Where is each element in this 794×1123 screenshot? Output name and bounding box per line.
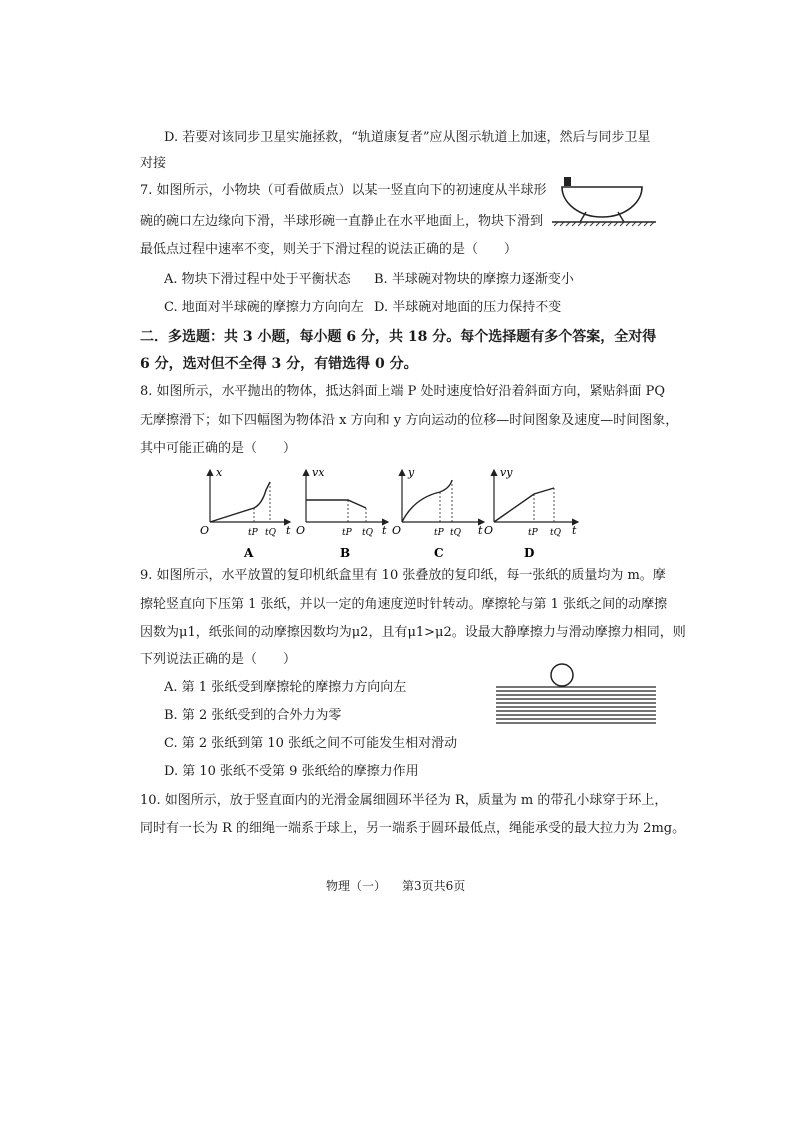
- graph-d-t: t: [572, 524, 577, 537]
- graph-c-curve: [402, 480, 452, 522]
- graph-d: [484, 466, 578, 560]
- graph-a-t: t: [286, 524, 291, 537]
- graph-b-ylabel: vx: [312, 466, 325, 479]
- graph-b-tp: tP: [342, 528, 352, 538]
- graph-c: [392, 466, 484, 560]
- graph-a-curve: [210, 482, 270, 522]
- q9-option-c: C. 第 2 张纸到第 10 张纸之间不可能发生相对滑动: [164, 736, 458, 751]
- graph-d-label: D: [524, 546, 535, 560]
- q9-paper-stack-figure: [494, 662, 658, 728]
- graph-b-origin: O: [296, 524, 306, 537]
- graph-c-tp: tP: [434, 528, 444, 538]
- q7-option-c: C. 地面对半球碗的摩擦力方向向左: [164, 300, 364, 315]
- prev-option-d-line1: D. 若要对该同步卫星实施拯救，“轨道康复者”应从图示轨道上加速，然后与同步卫星: [164, 130, 651, 145]
- graph-a-ylabel: x: [216, 466, 223, 479]
- q10-stem-line2: 同时有一长为 R 的细绳一端系于球上，另一端系于圆环最低点，绳能承受的最大拉力为 2mg。: [140, 821, 686, 836]
- q9-stem-line3: 因数为μ1，纸张间的动摩擦因数均为μ2，且有μ1>μ2。设最大静摩擦力与滑动摩擦力相同，则: [140, 625, 686, 640]
- q8-stem-line2: 无摩擦滑下；如下四幅图为物体沿 x 方向和 y 方向运动的位移—时间图象及速度—时间图象，: [140, 413, 679, 428]
- footer-subject: 物理（一）: [326, 879, 387, 893]
- q7-bowl-figure: [548, 172, 660, 234]
- graph-d-curve: [494, 488, 554, 522]
- graph-b: [296, 466, 388, 560]
- block-icon: [564, 177, 571, 186]
- graph-b-label: B: [340, 546, 351, 560]
- q9-stem-line1: 9. 如图所示，水平放置的复印机纸盒里有 10 张叠放的复印纸，每一张纸的质量均为 m。摩: [140, 568, 666, 583]
- graph-b-curve: [306, 500, 366, 508]
- graph-d-tp: tP: [528, 528, 538, 538]
- q7-option-d: D. 半球碗对地面的压力保持不变: [374, 300, 562, 315]
- graph-d-tq: tQ: [550, 528, 561, 538]
- graph-a-tp: tP: [248, 528, 258, 538]
- graph-a-tq: tQ: [265, 528, 276, 538]
- q8-graphs: [198, 462, 594, 562]
- q7-option-b: B. 半球碗对物块的摩擦力逐渐变小: [374, 272, 574, 287]
- q8-stem-line3: 其中可能正确的是（ ）: [140, 441, 297, 456]
- q10-stem-line1: 10. 如图所示，放于竖直面内的光滑金属细圆环半径为 R，质量为 m 的带孔小球穿于环上，: [140, 793, 668, 808]
- graph-c-t: t: [478, 524, 483, 537]
- graph-a: [200, 466, 291, 560]
- q9-stem-line4: 下列说法正确的是（ ）: [140, 652, 297, 667]
- footer-page-number: 第3页共6页: [402, 879, 466, 893]
- graph-d-ylabel: vy: [500, 466, 513, 479]
- graph-c-ylabel: y: [408, 466, 415, 479]
- prev-option-d-line2: 对接: [140, 156, 167, 171]
- graph-a-label: A: [244, 546, 254, 560]
- q7-stem-line1: 7. 如图所示，小物块（可看做质点）以某一竖直向下的初速度从半球形: [140, 183, 547, 198]
- graph-c-origin: O: [392, 524, 402, 537]
- q8-stem-line1: 8. 如图所示，水平抛出的物体，抵达斜面上端 P 处时速度恰好沿着斜面方向，紧贴斜面 PQ: [140, 384, 666, 399]
- section2-header-line2: 6 分，选对但不全得 3 分，有错选得 0 分。: [140, 356, 418, 372]
- q9-option-b: B. 第 2 张纸受到的合外力为零: [164, 708, 342, 723]
- q7-option-a: A. 物块下滑过程中处于平衡状态: [164, 272, 351, 287]
- q7-stem-line3: 最低点过程中速率不变，则关于下滑过程的说法正确的是（ ）: [140, 242, 518, 257]
- q9-option-a: A. 第 1 张纸受到摩擦轮的摩擦力方向向左: [164, 680, 407, 695]
- graph-b-tq: tQ: [362, 528, 373, 538]
- friction-wheel-icon: [551, 664, 573, 686]
- q9-stem-line2: 擦轮竖直向下压第 1 张纸，并以一定的角速度逆时针转动。摩擦轮与第 1 张纸之间的动摩擦: [140, 597, 668, 612]
- q7-stem-line2: 碗的碗口左边缘向下滑，半球形碗一直静止在水平地面上，物块下滑到: [140, 214, 544, 229]
- graph-b-t: t: [382, 524, 387, 537]
- paper-stack: [496, 687, 656, 723]
- graph-a-origin: O: [200, 524, 210, 537]
- graph-d-origin: O: [484, 524, 494, 537]
- section2-header-line1: 二．多选题：共 3 小题，每小题 6 分，共 18 分。每个选择题有多个答案，全对得: [140, 329, 657, 345]
- bowl-shape: [562, 187, 642, 217]
- graph-c-label: C: [434, 546, 444, 560]
- graph-c-tq: tQ: [450, 528, 461, 538]
- q9-option-d: D. 第 10 张纸不受第 9 张纸给的摩擦力作用: [164, 764, 419, 779]
